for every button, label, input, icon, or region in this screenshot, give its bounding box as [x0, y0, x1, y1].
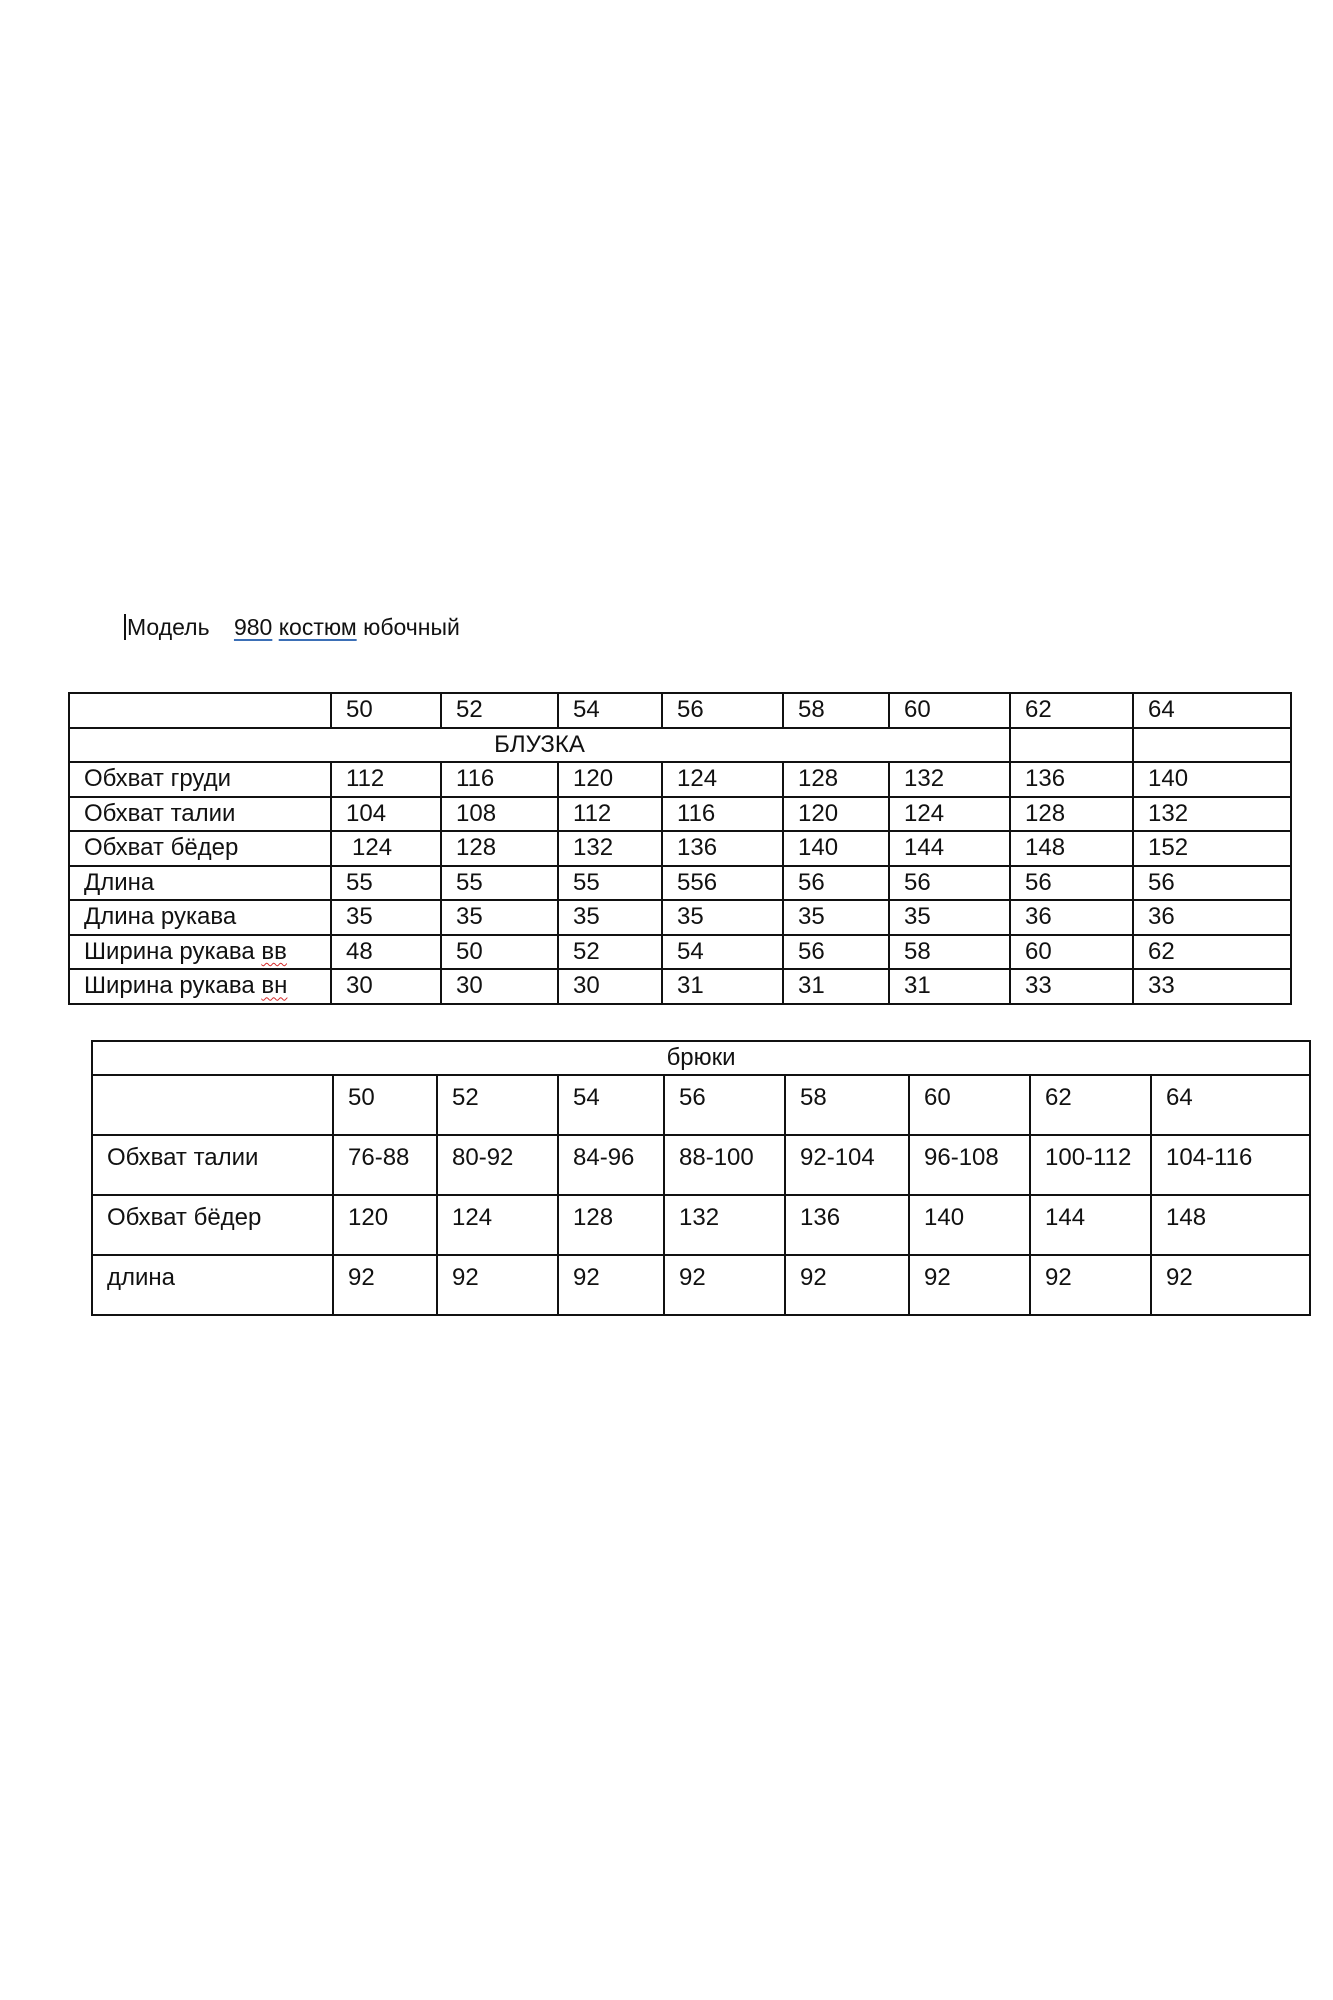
value-cell: 92-104: [785, 1135, 909, 1195]
value-cell: 50: [441, 935, 558, 970]
value-cell: 124: [889, 797, 1010, 832]
title-model-number: 980: [233, 614, 273, 640]
value-cell: 30: [331, 969, 441, 1004]
value-cell: 100-112: [1030, 1135, 1151, 1195]
value-cell: 35: [662, 900, 783, 935]
value-cell: 128: [441, 831, 558, 866]
value-cell: 58: [889, 935, 1010, 970]
value-cell: 35: [783, 900, 889, 935]
value-cell: 56: [1133, 866, 1291, 901]
value-cell: 112: [558, 797, 662, 832]
value-cell: 132: [558, 831, 662, 866]
value-cell: 56: [1010, 866, 1133, 901]
trousers-caption: брюки: [92, 1041, 1310, 1075]
value-cell: 128: [1010, 797, 1133, 832]
value-cell: 128: [783, 762, 889, 797]
value-cell: 55: [331, 866, 441, 901]
row-label-suffix: вв: [261, 937, 287, 965]
value-cell: 56: [783, 866, 889, 901]
value-cell: 80-92: [437, 1135, 558, 1195]
value-cell: 35: [441, 900, 558, 935]
row-label: Обхват бёдер: [69, 831, 331, 866]
row-label: Обхват груди: [69, 762, 331, 797]
value-cell: 116: [441, 762, 558, 797]
blouse-section-row: [69, 728, 1291, 763]
value-cell: 54: [662, 935, 783, 970]
value-cell: 144: [889, 831, 1010, 866]
value-cell: 136: [662, 831, 783, 866]
row-label: Длина рукава: [69, 900, 331, 935]
value-cell: 116: [662, 797, 783, 832]
value-cell: 60: [1010, 935, 1133, 970]
value-cell: 104: [331, 797, 441, 832]
value-cell: 556: [662, 866, 783, 901]
value-cell: 148: [1151, 1195, 1310, 1255]
value-cell: 33: [1133, 969, 1291, 1004]
value-cell: 132: [889, 762, 1010, 797]
trousers-corner-cell: [92, 1075, 333, 1135]
value-cell: 52: [558, 935, 662, 970]
value-cell: 84-96: [558, 1135, 664, 1195]
blouse-section-label: БЛУЗКА: [69, 728, 1010, 763]
table-row: [69, 797, 1291, 832]
size-cell: 56: [662, 693, 783, 728]
value-cell: 33: [1010, 969, 1133, 1004]
row-label-suffix: вн: [261, 972, 288, 1000]
size-cell: 62: [1030, 1075, 1151, 1135]
text-cursor: [124, 614, 126, 640]
value-cell: 56: [783, 935, 889, 970]
size-cell: 56: [664, 1075, 785, 1135]
table-row: [92, 1135, 1310, 1195]
blouse-size-table: [68, 692, 1292, 1005]
value-cell: 148: [1010, 831, 1133, 866]
row-label: Ширина рукава вв: [69, 935, 331, 970]
value-cell: 152: [1133, 831, 1291, 866]
empty-cell: [1010, 728, 1133, 763]
value-cell: 120: [333, 1195, 437, 1255]
value-cell: 35: [331, 900, 441, 935]
value-cell: 36: [1133, 900, 1291, 935]
value-cell: 88-100: [664, 1135, 785, 1195]
row-label: Обхват талии: [92, 1135, 333, 1195]
value-cell: 31: [783, 969, 889, 1004]
size-cell: 58: [783, 693, 889, 728]
trousers-caption-row: [92, 1041, 1310, 1075]
table-row: [69, 969, 1291, 1004]
trousers-size-table: [91, 1040, 1311, 1316]
value-cell: 92: [333, 1255, 437, 1315]
value-cell: 140: [909, 1195, 1030, 1255]
value-cell: 35: [558, 900, 662, 935]
size-cell: 52: [437, 1075, 558, 1135]
table-row: [92, 1255, 1310, 1315]
value-cell: 92: [909, 1255, 1030, 1315]
value-cell: 56: [889, 866, 1010, 901]
value-cell: 92: [1151, 1255, 1310, 1315]
size-cell: 50: [333, 1075, 437, 1135]
table-row: [69, 935, 1291, 970]
value-cell: 120: [558, 762, 662, 797]
value-cell: 136: [785, 1195, 909, 1255]
size-cell: 64: [1151, 1075, 1310, 1135]
value-cell: 108: [441, 797, 558, 832]
size-cell: 58: [785, 1075, 909, 1135]
value-cell: 30: [441, 969, 558, 1004]
trousers-size-header-row: [92, 1075, 1310, 1135]
value-cell: 92: [558, 1255, 664, 1315]
value-cell: 140: [1133, 762, 1291, 797]
size-cell: 64: [1133, 693, 1291, 728]
table-row: [69, 831, 1291, 866]
value-cell: 31: [889, 969, 1010, 1004]
value-cell: 104-116: [1151, 1135, 1310, 1195]
title-suffix: юбочный: [363, 614, 460, 640]
value-cell: 31: [662, 969, 783, 1004]
size-cell: 54: [558, 693, 662, 728]
value-cell: 132: [664, 1195, 785, 1255]
value-cell: 35: [889, 900, 1010, 935]
value-cell: 48: [331, 935, 441, 970]
value-cell: 124: [331, 831, 441, 866]
value-cell: 124: [662, 762, 783, 797]
value-cell: 30: [558, 969, 662, 1004]
row-label: Ширина рукава вн: [69, 969, 331, 1004]
value-cell: 128: [558, 1195, 664, 1255]
title-prefix: Модель: [127, 614, 210, 640]
size-cell: 50: [331, 693, 441, 728]
value-cell: 132: [1133, 797, 1291, 832]
table-row: [69, 900, 1291, 935]
value-cell: 120: [783, 797, 889, 832]
value-cell: 92: [664, 1255, 785, 1315]
size-cell: 60: [909, 1075, 1030, 1135]
document-title: [124, 614, 460, 641]
title-underlined-word: костюм: [278, 614, 357, 640]
size-cell: 62: [1010, 693, 1133, 728]
value-cell: 55: [558, 866, 662, 901]
table-row: [69, 866, 1291, 901]
value-cell: 92: [437, 1255, 558, 1315]
value-cell: 96-108: [909, 1135, 1030, 1195]
row-label: длина: [92, 1255, 333, 1315]
value-cell: 92: [785, 1255, 909, 1315]
value-cell: 144: [1030, 1195, 1151, 1255]
table-row: [92, 1195, 1310, 1255]
size-cell: 60: [889, 693, 1010, 728]
blouse-size-header-row: [69, 693, 1291, 728]
value-cell: 36: [1010, 900, 1133, 935]
empty-cell: [1133, 728, 1291, 763]
value-cell: 92: [1030, 1255, 1151, 1315]
table-row: [69, 762, 1291, 797]
size-cell: 52: [441, 693, 558, 728]
row-label: Обхват бёдер: [92, 1195, 333, 1255]
value-cell: 124: [437, 1195, 558, 1255]
row-label: Длина: [69, 866, 331, 901]
row-label: Обхват талии: [69, 797, 331, 832]
value-cell: 62: [1133, 935, 1291, 970]
blouse-corner-cell: [69, 693, 331, 728]
value-cell: 140: [783, 831, 889, 866]
value-cell: 136: [1010, 762, 1133, 797]
value-cell: 55: [441, 866, 558, 901]
value-cell: 76-88: [333, 1135, 437, 1195]
size-cell: 54: [558, 1075, 664, 1135]
value-cell: 112: [331, 762, 441, 797]
